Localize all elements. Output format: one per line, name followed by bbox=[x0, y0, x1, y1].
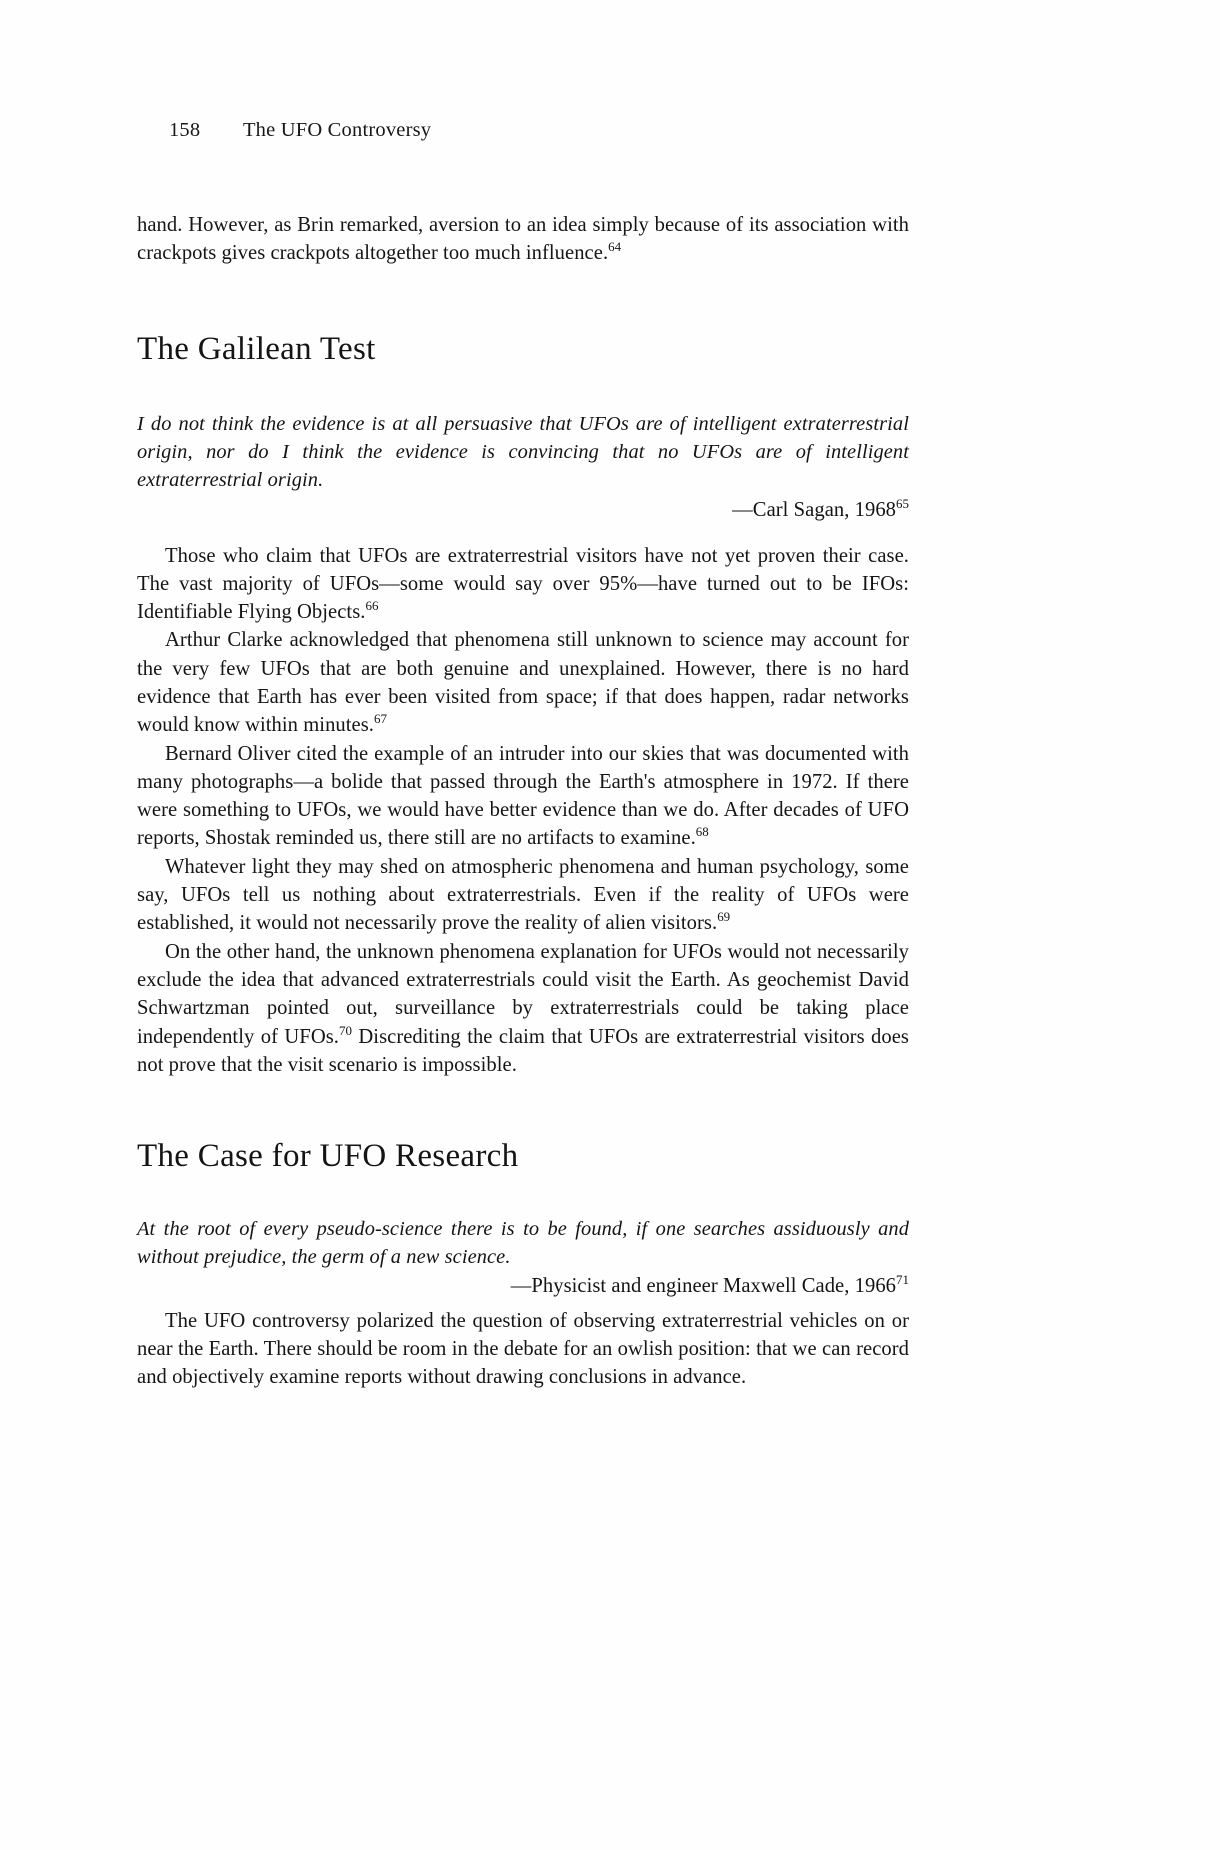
spacer bbox=[137, 1300, 909, 1307]
epigraph-sagan: I do not think the evidence is at all persuasive that UFOs are of intelligent extraterrestrial origin, nor do I think the evidence is convincing that no UFOs are of intelligent extraterrestrial origin. bbox=[137, 412, 909, 491]
paragraph-text: Whatever light they may shed on atmospheric phenomena and human psychology, some say, UFOs tell us nothing about extraterrestrials. Even if the reality of UFOs were established, it would not necessarily prove the reality of alien visitors. bbox=[137, 855, 909, 935]
paragraph-arthur-clarke bbox=[137, 626, 909, 739]
paragraph-whatever-light bbox=[137, 853, 909, 938]
page-content bbox=[137, 96, 909, 1392]
epigraph-attribution-cade bbox=[137, 1272, 909, 1300]
paragraph-bernard-oliver bbox=[137, 740, 909, 853]
running-head bbox=[137, 96, 909, 165]
epigraph-attribution-sagan bbox=[137, 496, 909, 524]
footnote-marker-66: 66 bbox=[365, 598, 379, 614]
paragraph-text: On the other hand, the unknown phenomena explanation for UFOs would not necessarily exclude the idea that advanced extraterrestrials could visit the Earth. As geochemist David Schwartzman pointed out, surveillance by extraterrestrials could be taking place independently of UFOs. bbox=[137, 940, 909, 1048]
spacer bbox=[137, 525, 909, 542]
section-galilean-test bbox=[137, 330, 909, 1080]
footnote-marker-70: 70 bbox=[339, 1022, 352, 1038]
paragraph-text: Arthur Clarke acknowledged that phenomena still unknown to science may account for the very few UFOs that are both genuine and unexplained. However, there is no hard evidence that Earth has ever been visited from space; if that does happen, radar networks would know within minutes. bbox=[137, 629, 909, 737]
paragraph-those-who-claim bbox=[137, 542, 909, 627]
footnote-marker-68: 68 bbox=[695, 824, 709, 840]
section-heading-case-for-ufo-research: The Case for UFO Research bbox=[137, 1138, 519, 1175]
paragraph-text: hand. However, as Brin remarked, aversion to an idea simply because of its association with crackpots gives crackpots altogether too much influence. bbox=[137, 214, 909, 265]
footnote-marker-65: 65 bbox=[896, 496, 909, 512]
epigraph-cade: At the root of every pseudo-science there is to be found, if one searches assiduously and without prejudice, the germ of a new science. bbox=[137, 1218, 909, 1269]
paragraph-text: Bernard Oliver cited the example of an intruder into our skies that was documented with many photographs—a bolide that passed through the Earth's atmosphere in 1972. If there were something to UFOs, we would have better evidence than we do. After decades of UFO reports, Shostak reminded us, there still are no artifacts to examine. bbox=[137, 742, 909, 850]
paragraph-opening bbox=[137, 211, 909, 268]
footnote-marker-71: 71 bbox=[896, 1271, 909, 1287]
footnote-marker-67: 67 bbox=[373, 711, 387, 727]
paragraph-on-the-other-hand bbox=[137, 938, 909, 1079]
paragraph-ufo-controversy-polarized bbox=[137, 1307, 909, 1392]
section-heading-galilean-test: The Galilean Test bbox=[137, 330, 376, 367]
attribution-text: —Carl Sagan, 1968 bbox=[732, 499, 897, 522]
paragraph-text: Those who claim that UFOs are extraterrestrial visitors have not yet proven their case. The vast majority of UFOs—some would say over 95%—have turned out to be IFOs: Identifiable Flying Objects. bbox=[137, 544, 909, 624]
paragraph-text: The UFO controversy polarized the question of observing extraterrestrial vehicles on or near the Earth. There should be room in the debate for an owlish position: that we can record and objectively examine reports without drawing conclusions in advance. bbox=[137, 1309, 909, 1389]
attribution-text: —Physicist and engineer Maxwell Cade, 1966 bbox=[510, 1274, 897, 1297]
section-case-for-ufo-research bbox=[137, 1137, 909, 1392]
footnote-marker-64: 64 bbox=[608, 239, 622, 255]
running-head-title: The UFO Controversy bbox=[242, 119, 432, 141]
page-folio-number: 158 bbox=[168, 119, 201, 141]
paragraph-text-tail: Discrediting the claim that UFOs are extraterrestrial visitors does not prove that the visit scenario is impossible. bbox=[137, 1025, 909, 1076]
footnote-marker-69: 69 bbox=[717, 909, 731, 925]
